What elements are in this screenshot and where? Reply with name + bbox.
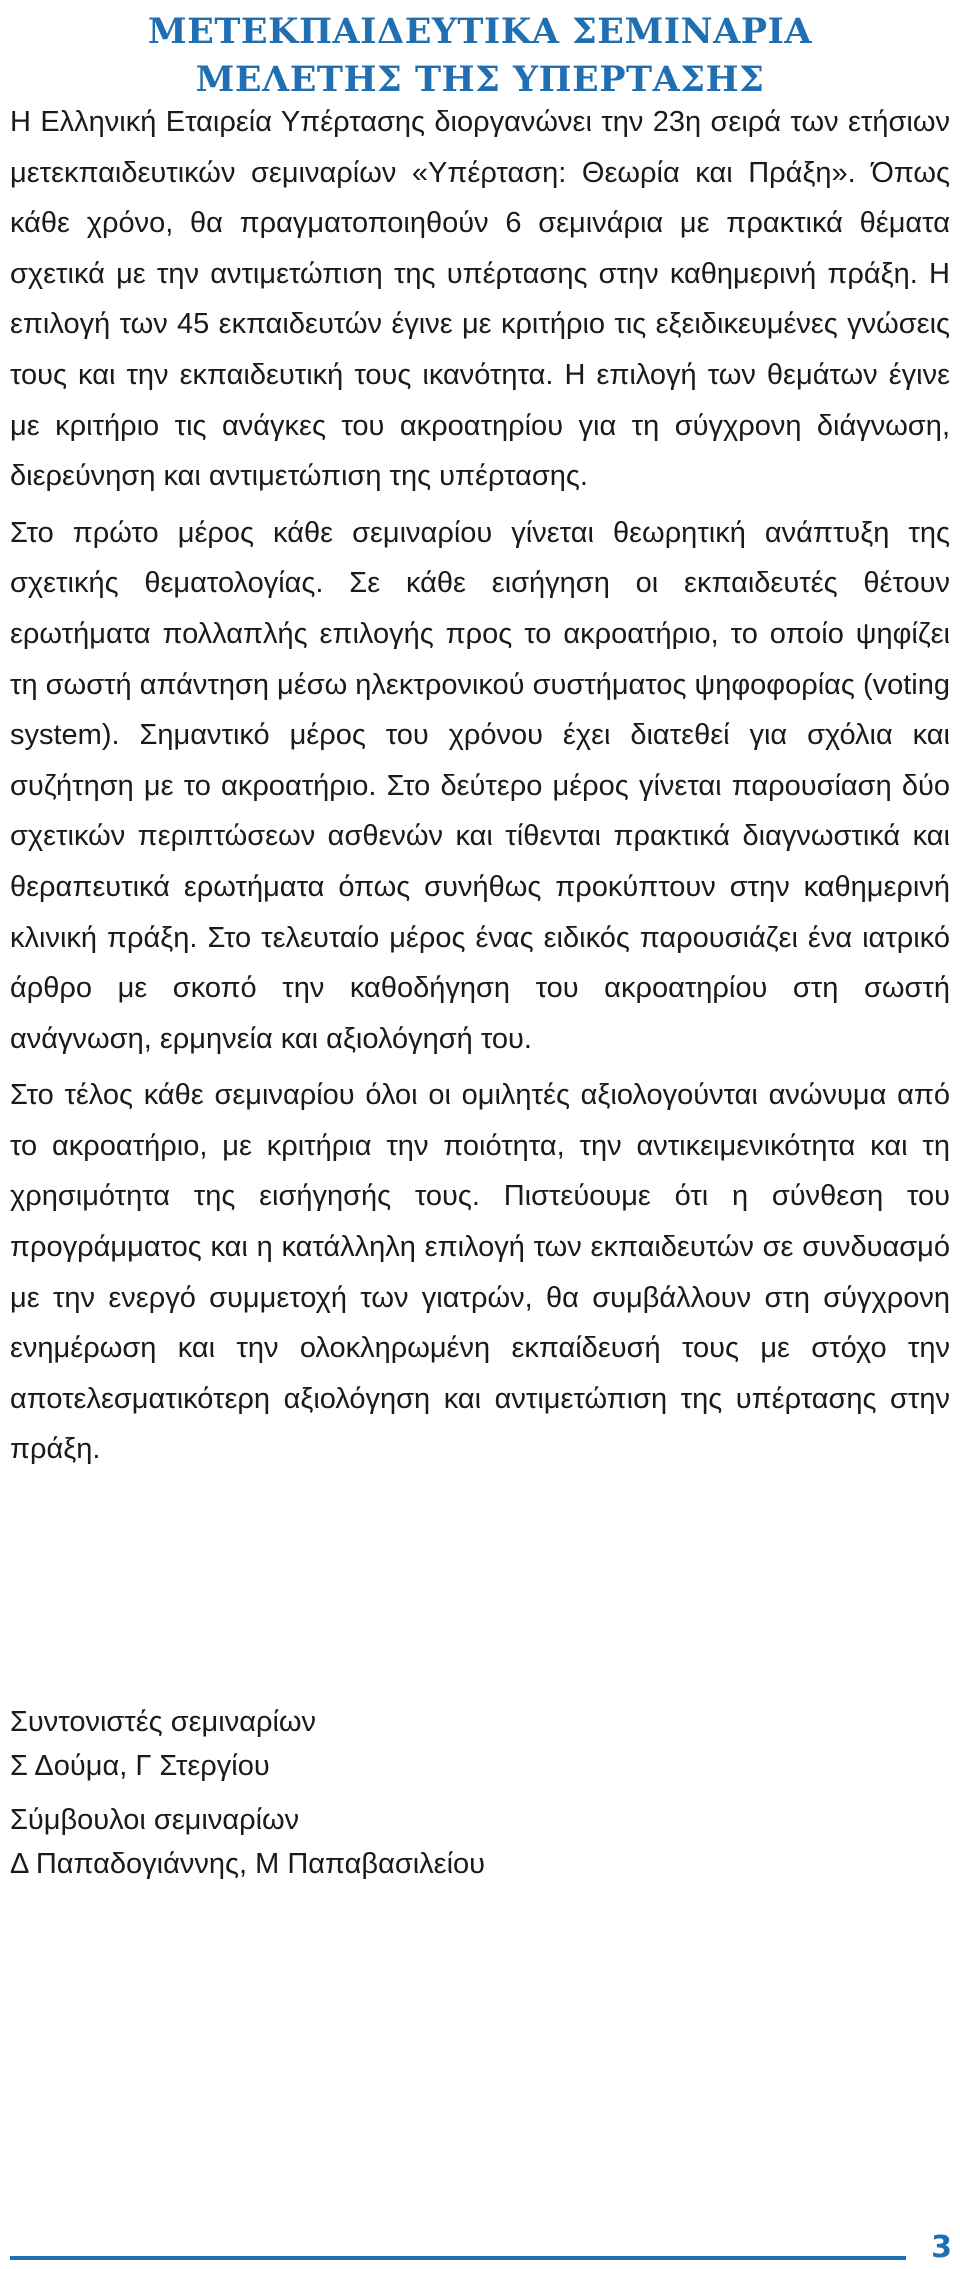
footer-rule: [10, 2256, 906, 2260]
paragraph-structure: Στο πρώτο μέρος κάθε σεμιναρίου γίνεται θεωρητική ανάπτυξη της σχετικής θεματολογίας. Σε κάθε εισήγηση οι εκπαιδευτές θέτουν ερωτήματα πολλαπλής επιλογής προς το ακροατήριο, το οποίο ψηφίζει τη σωστή απάντηση μέσω ηλεκτρονικού συστήματος ψηφοφορίας (voting system). Σημαντικό μέρος του χρόνου έχει διατεθεί για σχόλια και συζήτηση με το ακροατήριο. Στο δεύτερο μέρος γίνεται παρουσίαση δύο σχετικών περιπτώσεων ασθενών και τίθενται πρακτικά διαγνωστικά και θεραπευτικά ερωτήματα όπως συνήθως προκύπτουν στην καθημερινή κλινική πράξη. Στο τελευταίο μέρος ένας ειδικός παρουσιάζει ένα ιατρικό άρθρο με σκοπό την καθοδήγηση του ακροατηρίου στη σωστή ανάγνωση, ερμηνεία και αξιολόγησή του.: [10, 516, 950, 1055]
page-number: 3: [931, 2230, 952, 2265]
body-text: [10, 97, 950, 1481]
paragraph-evaluation: Στο τέλος κάθε σεμιναρίου όλοι οι ομιλητές αξιολογούνται ανώνυμα από το ακροατήριο, με κριτήρια την ποιότητα, την αντικειμενικότητα και τη χρησιμότητα της εισήγησής τους. Πιστεύουμε ότι η σύνθεση του προγράμματος και η κατάλληλη επιλογή των εκπαιδευτών σε συνδυασμό με την ενεργό συμμετοχή των γιατρών, θα συμβάλλουν στη σύγχρονη ενημέρωση και την ολοκληρωμένη εκπαίδευσή τους με στόχο την αποτελεσματικότερη αξιολόγηση και αντιμετώπιση της υπέρτασης στην πράξη.: [10, 1079, 950, 1466]
credits: [10, 1700, 710, 1896]
advisors-block: [10, 1798, 710, 1886]
coordinators-label: Συντονιστές σεμιναρίων: [10, 1706, 317, 1738]
paragraph-intro: Η Ελληνική Εταιρεία Υπέρτασης διοργανώνει την 23η σειρά των ετήσιων μετεκπαιδευτικών σεμιναρίων «Υπέρταση: Θεωρία και Πράξη». Όπως κάθε χρόνο, θα πραγματοποιηθούν 6 σεμινάρια με πρακτικά θέματα σχετικά με την αντιμετώπιση της υπέρτασης στην καθημερινή πράξη. Η επιλογή των 45 εκπαιδευτών έγινε με κριτήριο τις εξειδικευμένες γνώσεις τους και την εκπαιδευτική τους ικανότητα. Η επιλογή των θεμάτων έγινε με κριτήριο τις ανάγκες του ακροατηρίου για τη σύγχρονη διάγνωση, διερεύνηση και αντιμετώπιση της υπέρτασης.: [10, 106, 950, 493]
title-line-1: ΜΕΤΕΚΠΑΙΔΕΥΤΙΚΑ ΣΕΜΙΝΑΡΙΑ: [147, 11, 813, 52]
advisors-label: Σύμβουλοι σεμιναρίων: [10, 1804, 300, 1836]
title-line-2: ΜΕΛΕΤΗΣ ΤΗΣ ΥΠΕΡΤΑΣΗΣ: [195, 59, 765, 100]
coordinators-block: [10, 1700, 710, 1788]
page-title: [0, 8, 960, 104]
coordinators-names: Σ Δούμα, Γ Στεργίου: [10, 1750, 270, 1782]
advisors-names: Δ Παπαδογιάννης, Μ Παπαβασιλείου: [10, 1848, 486, 1880]
